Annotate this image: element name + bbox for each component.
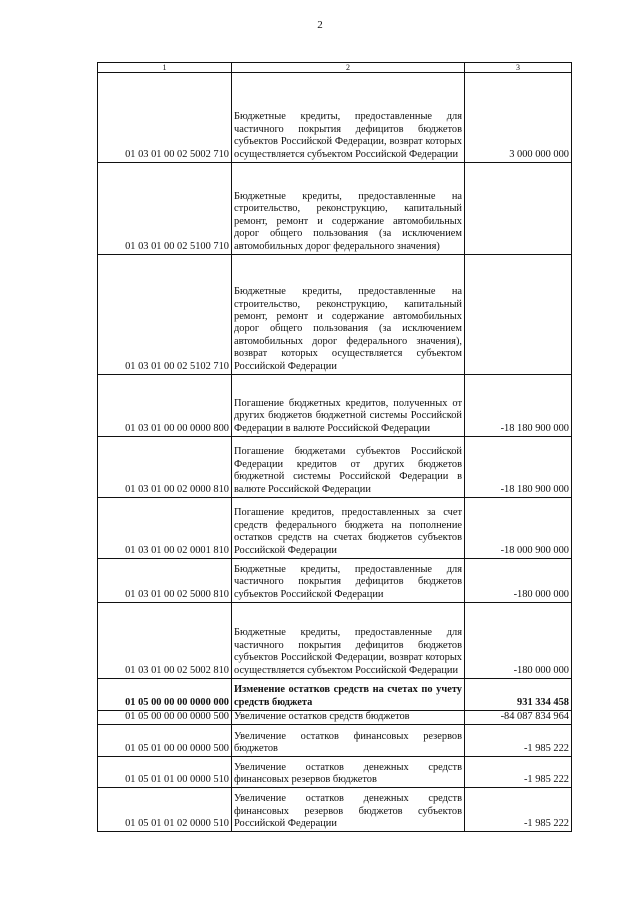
table-row <box>98 375 572 437</box>
row-name: Бюджетные кредиты, предоставленные для частичного покрытия дефицитов бюджетов субъектов Российской Федерации, возврат которых осуществляется субъектом Российской Федерации <box>232 73 465 163</box>
row-name: Изменение остатков средств на счетах по учету средств бюджета <box>232 679 465 711</box>
row-amount: -1 985 222 <box>465 725 572 757</box>
table-row <box>98 559 572 603</box>
row-code: 01 03 01 00 02 0000 810 <box>98 437 232 498</box>
row-amount: -18 180 900 000 <box>465 437 572 498</box>
row-code: 01 05 00 00 00 0000 500 <box>98 711 232 725</box>
row-amount: -180 000 000 <box>465 559 572 603</box>
table-row <box>98 498 572 559</box>
header-row <box>98 63 572 73</box>
row-code: 01 03 01 00 02 5002 810 <box>98 603 232 679</box>
row-code: 01 03 01 00 02 5000 810 <box>98 559 232 603</box>
row-name: Погашение бюджетных кредитов, полученных от других бюджетов бюджетной системы Российской Федерации в валюте Российской Федерации <box>232 375 465 437</box>
row-amount: -1 985 222 <box>465 788 572 832</box>
table-row <box>98 679 572 711</box>
row-amount <box>465 255 572 375</box>
row-name: Погашение бюджетами субъектов Российской Федерации кредитов от других бюджетов бюджетной системы Российской Федерации в валюте Российской Федерации <box>232 437 465 498</box>
column-header-name: 2 <box>232 63 465 73</box>
row-amount: -18 180 900 000 <box>465 375 572 437</box>
row-amount: -18 000 900 000 <box>465 498 572 559</box>
table-row <box>98 711 572 725</box>
row-code: 01 03 01 00 02 5002 710 <box>98 73 232 163</box>
row-amount <box>465 163 572 255</box>
table-row <box>98 255 572 375</box>
row-code: 01 05 01 00 00 0000 500 <box>98 725 232 757</box>
table-row <box>98 73 572 163</box>
page-number: 2 <box>317 19 323 31</box>
row-name: Бюджетные кредиты, предоставленные для частичного покрытия дефицитов бюджетов субъектов Российской Федерации, возврат которых осуществляется субъектом Российской Федерации <box>232 603 465 679</box>
row-amount: -1 985 222 <box>465 757 572 788</box>
row-name: Погашение кредитов, предоставленных за счет средств федерального бюджета на пополнение остатков средств на счетах бюджетов субъектов Российской Федерации <box>232 498 465 559</box>
row-name: Увеличение остатков финансовых резервов бюджетов <box>232 725 465 757</box>
column-header-code: 1 <box>98 63 232 73</box>
row-code: 01 03 01 00 00 0000 800 <box>98 375 232 437</box>
budget-sources-table <box>97 62 572 832</box>
row-name: Увеличение остатков денежных средств финансовых резервов бюджетов субъектов Российской Федерации <box>232 788 465 832</box>
table-row <box>98 437 572 498</box>
column-header-amount: 3 <box>465 63 572 73</box>
row-name: Бюджетные кредиты, предоставленные для частичного покрытия дефицитов бюджетов субъектов Российской Федерации <box>232 559 465 603</box>
row-code: 01 03 01 00 02 0001 810 <box>98 498 232 559</box>
row-amount: -180 000 000 <box>465 603 572 679</box>
table-body <box>98 73 572 832</box>
row-code: 01 05 01 01 02 0000 510 <box>98 788 232 832</box>
table-row <box>98 725 572 757</box>
row-name: Увеличение остатков денежных средств финансовых резервов бюджетов <box>232 757 465 788</box>
table-row <box>98 757 572 788</box>
row-code: 01 03 01 00 02 5102 710 <box>98 255 232 375</box>
table-row <box>98 603 572 679</box>
row-code: 01 05 01 01 00 0000 510 <box>98 757 232 788</box>
row-name: Бюджетные кредиты, предоставленные на строительство, реконструкцию, капитальный ремонт, ремонт и содержание автомобильных дорог общего пользования (за исключением автомобильных дорог федерального значения), возврат которых осуществляется субъектом Российской Федерации <box>232 255 465 375</box>
table-header <box>98 63 572 73</box>
row-amount: 931 334 458 <box>465 679 572 711</box>
row-code: 01 05 00 00 00 0000 000 <box>98 679 232 711</box>
table-row <box>98 163 572 255</box>
row-amount: 3 000 000 000 <box>465 73 572 163</box>
row-code: 01 03 01 00 02 5100 710 <box>98 163 232 255</box>
row-name: Увеличение остатков средств бюджетов <box>232 711 465 725</box>
row-amount: -84 087 834 964 <box>465 711 572 725</box>
table-row <box>98 788 572 832</box>
row-name: Бюджетные кредиты, предоставленные на строительство, реконструкцию, капитальный ремонт, ремонт и содержание автомобильных дорог общего пользования (за исключением автомобильных дорог федерального значения) <box>232 163 465 255</box>
